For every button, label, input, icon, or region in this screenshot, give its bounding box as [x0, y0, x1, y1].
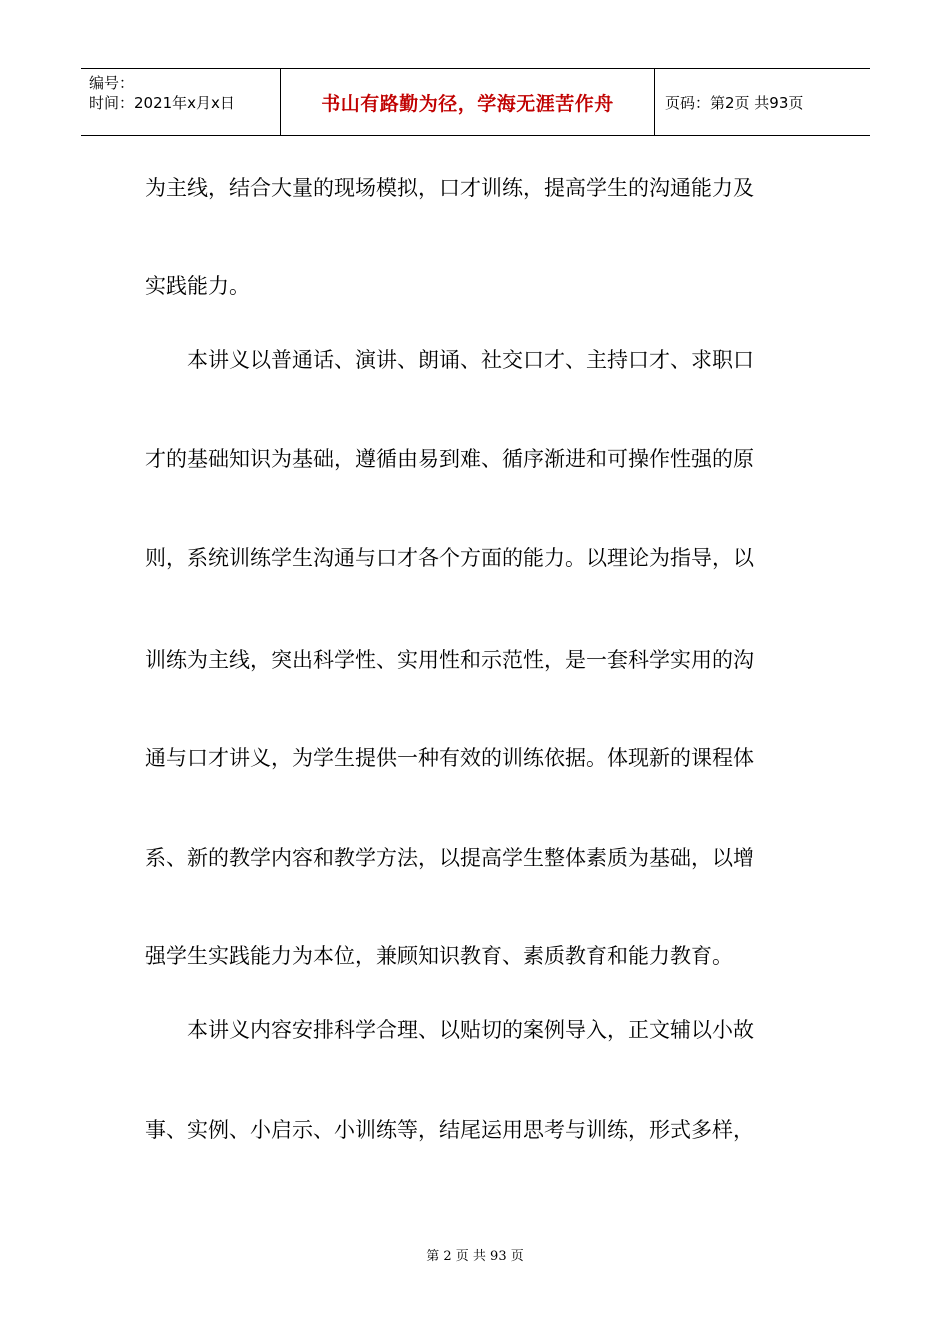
header-motto: 书山有路勤为径，学海无涯苦作舟: [321, 92, 614, 115]
body-line: 事、实例、小启示、小训练等，结尾运用思考与训练，形式多样，: [145, 1118, 754, 1142]
body-line: 系、新的教学内容和教学方法，以提高学生整体素质为基础，以增: [145, 846, 754, 870]
body-line: 才的基础知识为基础，遵循由易到难、循序渐进和可操作性强的原: [145, 447, 754, 471]
header-motto-cell: [281, 69, 655, 135]
body-line: 本讲义内容安排科学合理、以贴切的案例导入，正文辅以小故: [145, 1018, 754, 1042]
page-header: [81, 68, 870, 136]
header-page-info-cell: [655, 69, 870, 135]
body-line: 为主线，结合大量的现场模拟，口才训练，提高学生的沟通能力及: [145, 176, 754, 200]
footer-page-number: 第 2 页 共 93 页: [426, 1249, 524, 1264]
date-line: 时间：2021年x月x日: [89, 94, 235, 112]
header-meta: [81, 69, 281, 135]
body-line: 强学生实践能力为本位，兼顾知识教育、素质教育和能力教育。: [145, 944, 733, 968]
body-line: 训练为主线，突出科学性、实用性和示范性，是一套科学实用的沟: [145, 648, 754, 672]
body-line: 则，系统训练学生沟通与口才各个方面的能力。以理论为指导，以: [145, 546, 754, 570]
body-line: 通与口才讲义，为学生提供一种有效的训练依据。体现新的课程体: [145, 746, 754, 770]
page-footer: [0, 1245, 950, 1264]
body-line: 本讲义以普通话、演讲、朗诵、社交口才、主持口才、求职口: [145, 348, 754, 372]
header-page-info: 页码：第2页 共93页: [665, 93, 804, 112]
body-line: 实践能力。: [145, 274, 250, 298]
serial-label: 编号：: [89, 74, 135, 92]
